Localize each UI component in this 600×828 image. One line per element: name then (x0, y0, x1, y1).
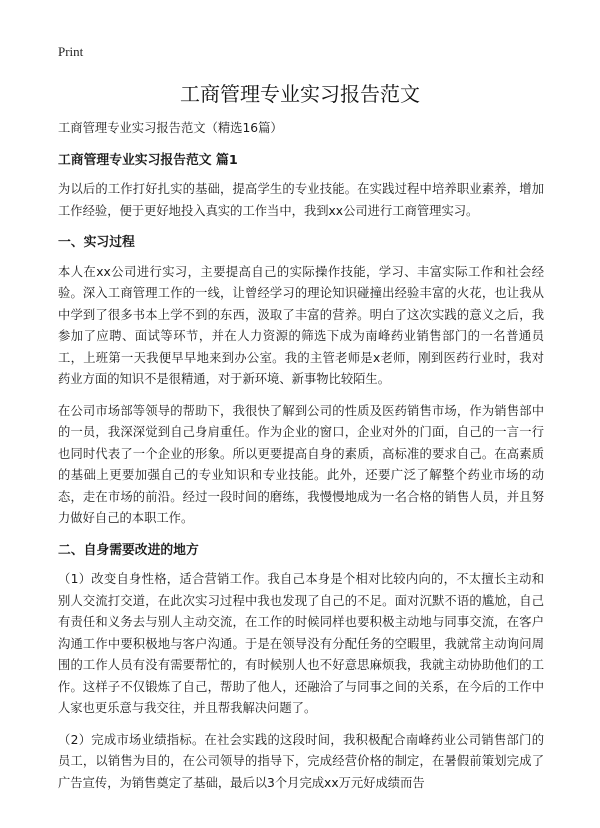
paragraph-1: 本人在xx公司进行实习，主要提高自己的实际操作技能，学习、丰富实际工作和社会经验。深入工商管理工作的一线，让曾经学习的理论知识碰撞出经验丰富的火花，也让我从中学到了很多书本上学不到的东西，汲取了丰富的营养。明白了这次实践的意义之后，我参加了应聘、面试等环节，并在人力资源的筛选下成为南峰药业销售部门的一名普通员工，上班第一天我便早早地来到办公室。我的主管老师是x老师，刚到医药行业时，我对药业方面的知识不是很精通，对于新环境、新事物比较陌生。 (58, 264, 544, 386)
section-title: 工商管理专业实习报告范文 篇1 (58, 152, 238, 168)
document-body (58, 118, 544, 804)
heading-improvements: 二、自身需要改进的地方 (58, 542, 199, 558)
paragraph-2: 在公司市场部等领导的帮助下，我很快了解到公司的性质及医药销售市场，作为销售部中的一员，我深深觉到自己身肩重任。作为企业的窗口，企业对外的门面，自己的一言一行也同时代表了一个企业的形象。所以更要提高自身的素质，高标准的要求自己。在高素质的基础上更要加强自己的专业知识和专业技能。此外，还要广泛了解整个药业市场的动态，走在市场的前沿。经过一段时间的磨练，我慢慢地成为一名合格的销售人员，并且努力做好自己的本职工作。 (58, 403, 544, 525)
document-subtitle: 工商管理专业实习报告范文（精选16篇） (58, 121, 283, 135)
paragraph-3: （1）改变自身性格，适合营销工作。我自己本身是个相对比较内向的，不太擅长主动和别人交流打交道，在此次实习过程中我也发现了自己的不足。面对沉默不语的尴尬，自己有责任和义务去与别人主动交流，在工作的时候同样也要积极主动地与同事交流，在客户沟通工作中要积极地与客户沟通。于是在领导没有分配任务的空暇里，我就常主动询问周围的工作人员有没有需要帮忙的，有时候别人也不好意思麻烦我，我就主动协助他们的工作。这样子不仅锻炼了自己，帮助了他人，还融洽了与同事之间的关系，在今后的工作中人家也更乐意与我交往，并且帮我解决问题了。 (58, 572, 544, 715)
print-link[interactable]: Print (58, 44, 84, 59)
intro-paragraph: 为以后的工作打好扎实的基础，提高学生的专业技能。在实践过程中培养职业素养，增加工作经验，便于更好地投入真实的工作当中，我到xx公司进行工商管理实习。 (58, 182, 544, 218)
document-title: 工商管理专业实习报告范文 (180, 82, 420, 106)
paragraph-4: （2）完成市场业绩指标。在社会实践的这段时间，我积极配合南峰药业公司销售部门的员工，以销售为目的，在公司领导的指导下，完成经营价格的制定，在暑假前策划完成了广告宣传，为销售奠定了基础，最后以3个月完成xx万元好成绩而告 (58, 732, 544, 790)
heading-internship-process: 一、实习过程 (58, 235, 135, 250)
